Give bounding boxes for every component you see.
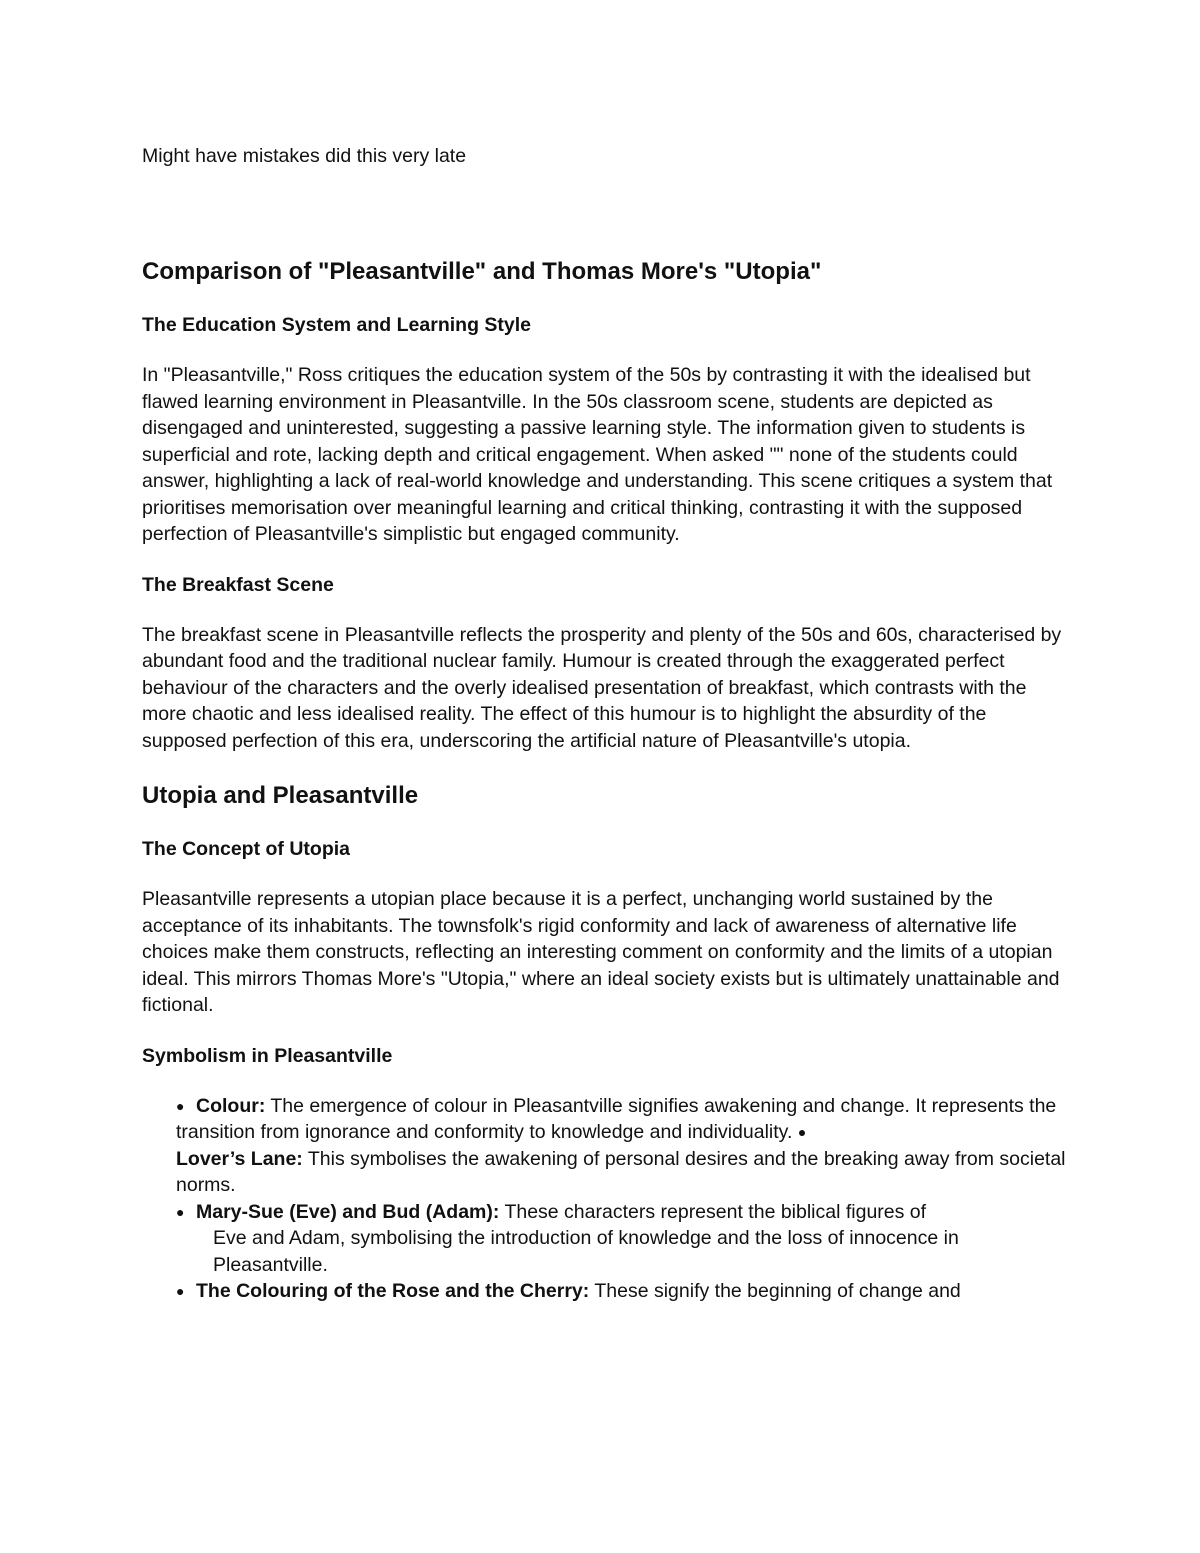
term-mary-sue-bud: Mary-Sue (Eve) and Bud (Adam): [196,1200,500,1223]
text-mary-sue-bud-continued: Eve and Adam, symbolising the introduction of knowledge and the loss of innocence in Pleasantville. [213,1227,959,1276]
paragraph-breakfast: The breakfast scene in Pleasantville reflects the prosperity and plenty of the 50s and 60s, characterised by abundant food and the traditional nuclear family. Humour is created through the exaggerated perfect behaviour of the characters and the overly idealised presentation of breakfast, which contrasts with the more chaotic and less idealised reality. The effect of this humour is to highlight the absurdity of the supposed perfection of this era, underscoring the artificial nature of Pleasantville's utopia. [142,623,1062,752]
section-title-utopia: Utopia and Pleasantville [142,782,419,809]
list-item-colour [176,1093,1067,1199]
bullet-icon: ● [176,1097,185,1114]
list-item-mary-sue-bud [176,1199,1067,1279]
bullet-icon: ● [797,1124,807,1140]
document-body [142,256,1067,1305]
section-title-comparison: Comparison of "Pleasantville" and Thomas More's "Utopia" [142,258,822,285]
heading-symbolism: Symbolism in Pleasantville [142,1044,393,1067]
paragraph-concept: Pleasantville represents a utopian place because it is a perfect, unchanging world sustained by the acceptance of its inhabitants. The townsfolk's rigid conformity and lack of awareness of alternative life choices make them constructs, reflecting an interesting comment on conformity and the limits of a utopian ideal. This mirrors Thomas More's "Utopia," where an ideal society exists but is ultimately unattainable and fictional. [142,888,1060,1016]
term-lovers-lane: Lover’s Lane: [176,1147,303,1170]
heading-breakfast: The Breakfast Scene [142,573,334,596]
term-rose-cherry: The Colouring of the Rose and the Cherry: [196,1280,590,1302]
heading-concept: The Concept of Utopia [142,838,350,860]
author-note: Might have mistakes did this very late [142,145,467,167]
bullet-icon: ● [176,1203,185,1220]
text-rose-cherry: These signify the beginning of change and [589,1280,961,1302]
paragraph-education: In "Pleasantville," Ross critiques the education system of the 50s by contrasting it with the idealised but flawed learning environment in Pleasantville. In the 50s classroom scene, students are depicted as disengaged and uninterested, suggesting a passive learning style. The information given to students is superficial and rote, lacking depth and critical engagement. When asked "" none of the students could answer, highlighting a lack of real-world knowledge and understanding. This scene critiques a system that prioritises memorisation over meaningful learning and critical thinking, contrasting it with the supposed perfection of Pleasantville's simplistic but engaged community. [142,364,1053,545]
bullet-icon: ● [176,1283,185,1299]
symbolism-list [176,1093,1067,1305]
list-item-rose-cherry [176,1278,1067,1305]
text-lovers-lane: This symbolises the awakening of personal desires and the breaking away from societal norms. [176,1147,1066,1196]
heading-education: The Education System and Learning Style [142,314,532,336]
text-mary-sue-bud: These characters represent the biblical figures of [499,1200,927,1223]
text-colour: The emergence of colour in Pleasantville signifies awakening and change. It represents the transition from ignorance and conformity to knowledge and individuality. [176,1094,1057,1143]
term-colour: Colour: [196,1094,266,1117]
